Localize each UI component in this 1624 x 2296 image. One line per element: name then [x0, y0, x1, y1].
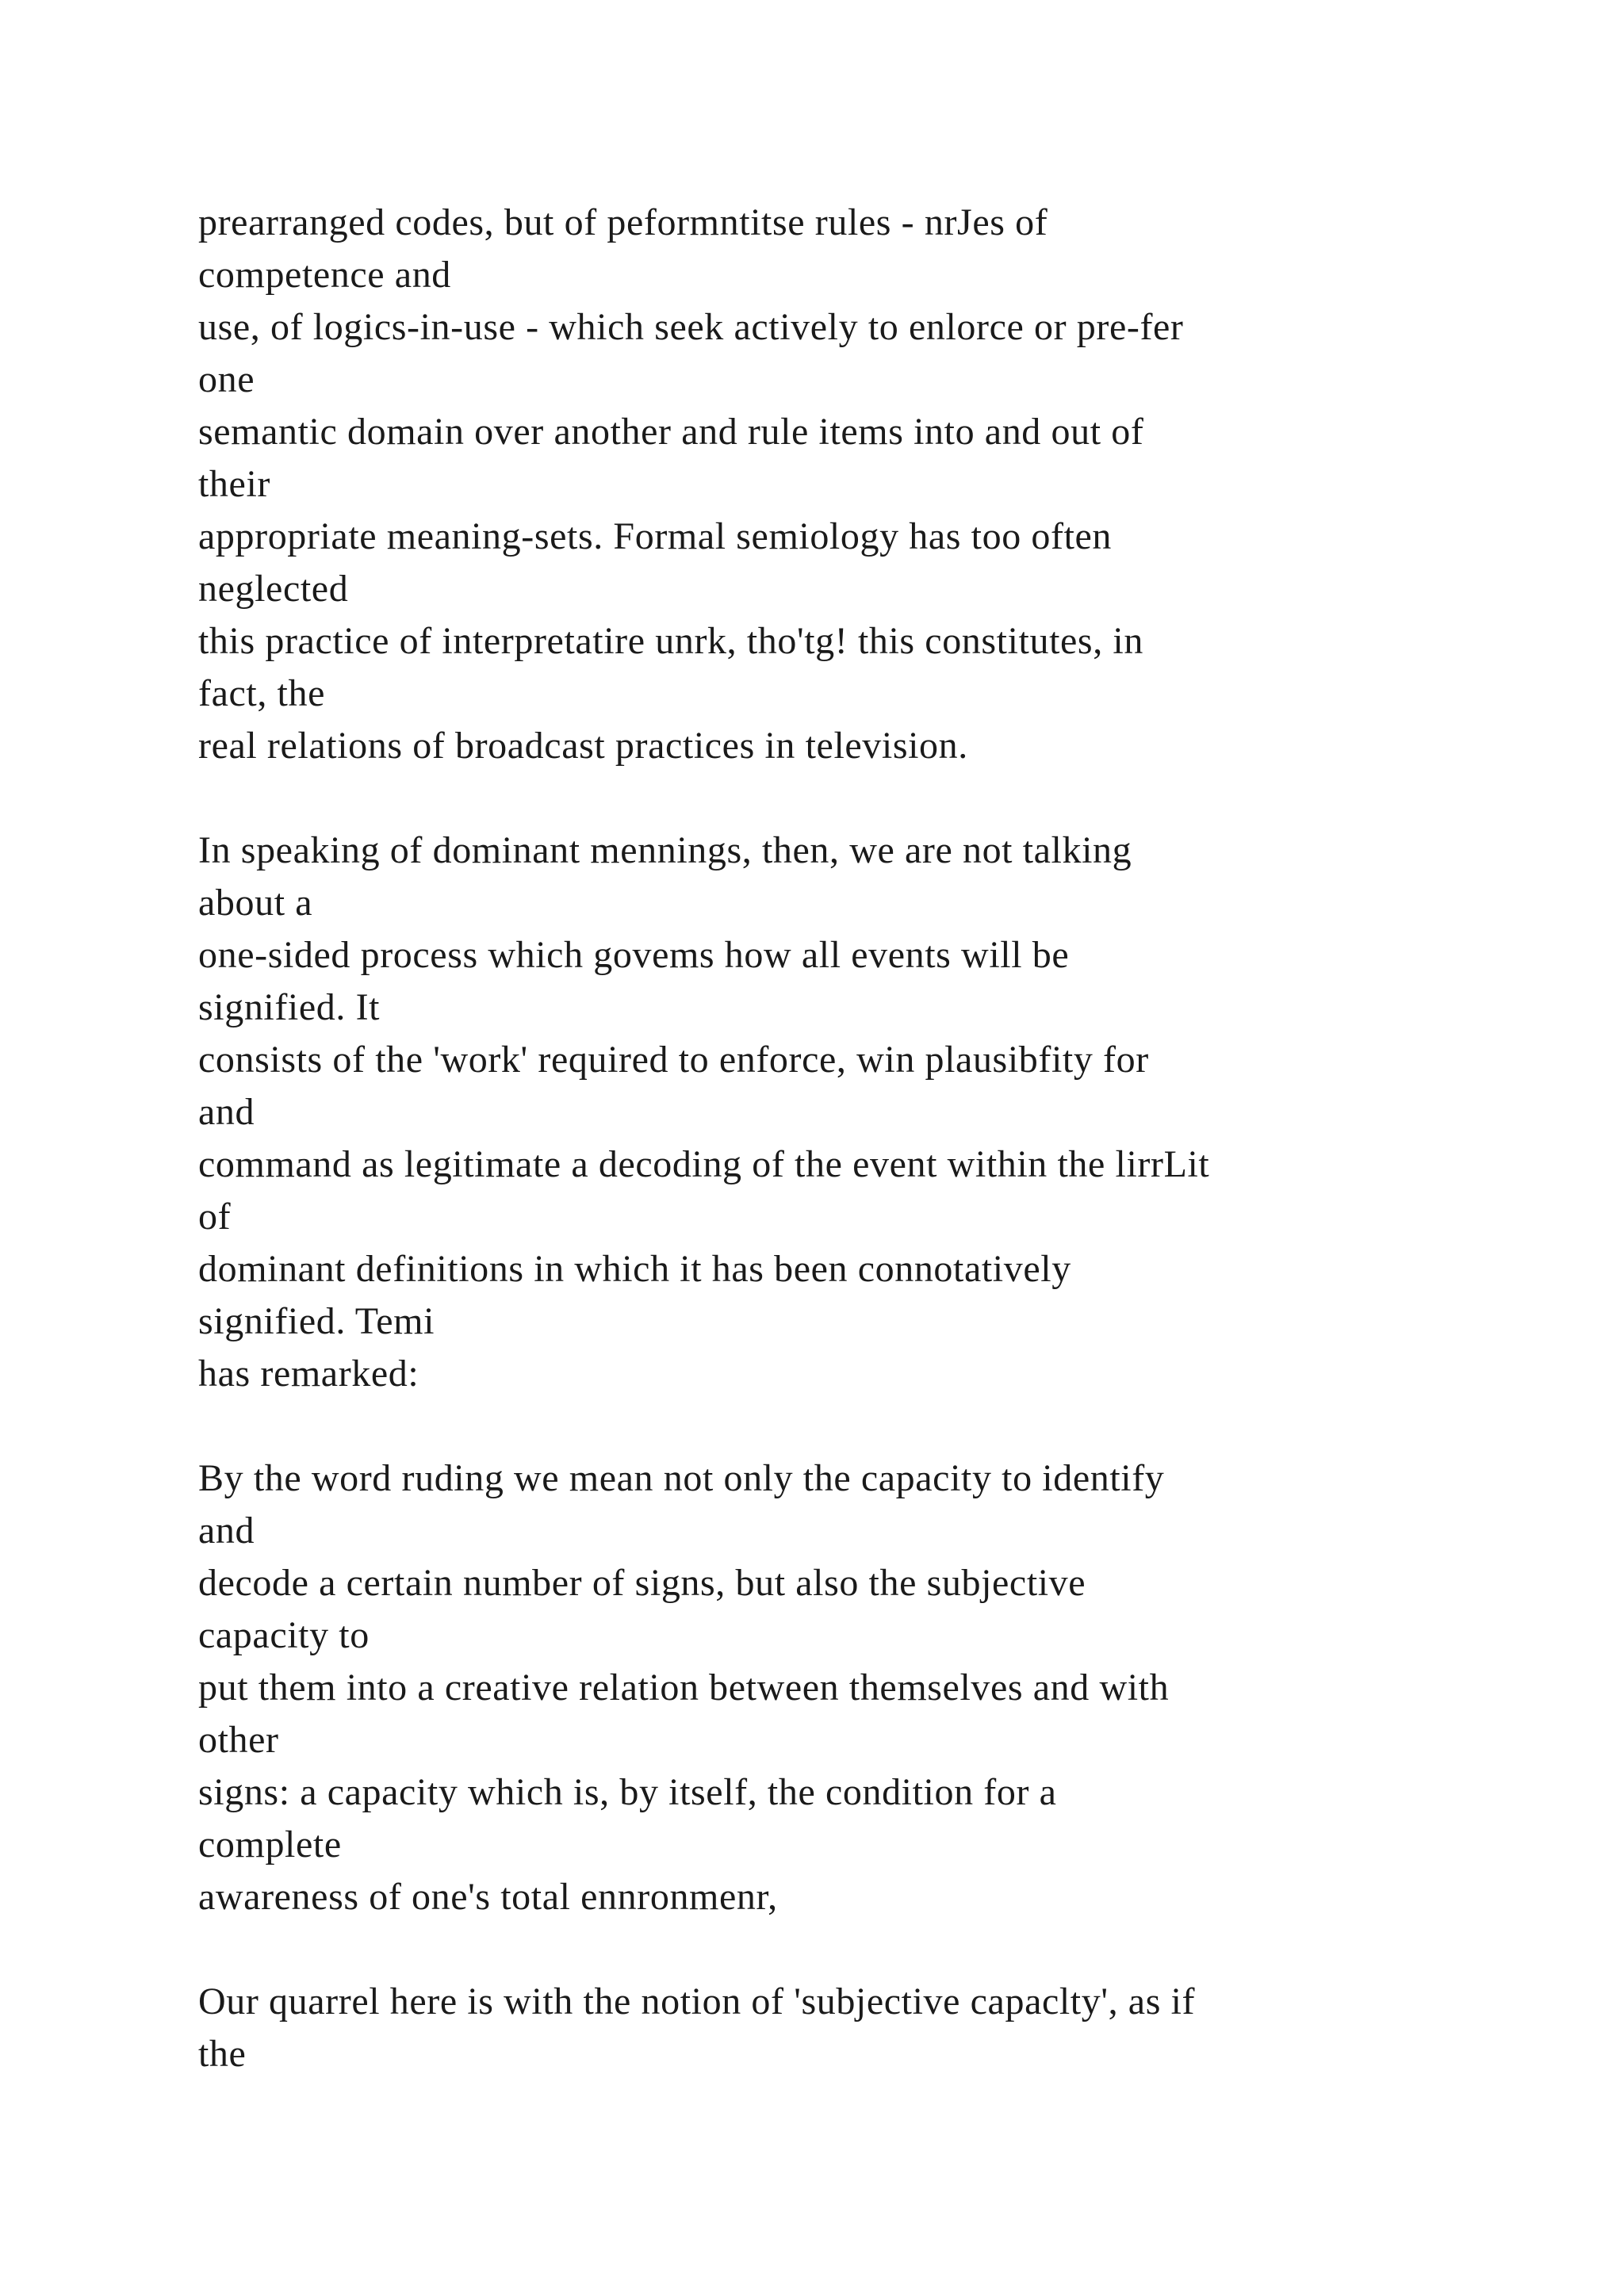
text-line: has remarked:	[198, 1353, 419, 1395]
text-line: complete	[198, 1823, 342, 1866]
text-line: and	[198, 1091, 255, 1133]
text-line: other	[198, 1719, 279, 1761]
text-line: In speaking of dominant mennings, then, we are not talking	[198, 829, 1132, 871]
text-line: competence and	[198, 254, 451, 296]
text-line: signs: a capacity which is, by itself, the condition for a	[198, 1771, 1057, 1813]
paragraph	[198, 197, 1546, 772]
text-line: their	[198, 463, 270, 505]
text-line: command as legitimate a decoding of the event within the lirrLit	[198, 1143, 1210, 1185]
text-line: capacity to	[198, 1614, 370, 1656]
text-line: Our quarrel here is with the notion of 'subjective capaclty', as if	[198, 1980, 1196, 2022]
text-line: use, of logics-in-use - which seek actively to enlorce or pre-fer	[198, 306, 1184, 348]
text-line: neglected	[198, 568, 349, 610]
block-quote	[198, 1452, 1546, 1923]
text-line: semantic domain over another and rule items into and out of	[198, 411, 1144, 453]
text-line: this practice of interpretatire unrk, tho'tg! this constitutes, in	[198, 620, 1143, 662]
text-line: signified. Temi	[198, 1300, 435, 1342]
text-line: By the word ruding we mean not only the capacity to identify	[198, 1457, 1165, 1499]
text-line: of	[198, 1196, 232, 1238]
text-line: prearranged codes, but of peformntitse rules - nrJes of	[198, 201, 1048, 243]
text-line: one-sided process which govems how all events will be	[198, 934, 1070, 976]
text-line: dominant definitions in which it has been connotatively	[198, 1248, 1071, 1290]
text-line: awareness of one's total ennronmenr,	[198, 1876, 778, 1918]
text-line: put them into a creative relation between themselves and with	[198, 1667, 1170, 1709]
text-line: appropriate meaning-sets. Formal semiology has too often	[198, 515, 1113, 557]
text-line: about a	[198, 882, 313, 924]
text-line: and	[198, 1510, 255, 1552]
paragraph	[198, 1976, 1546, 2080]
text-line: fact, the	[198, 672, 325, 714]
paragraph	[198, 825, 1546, 1400]
document-body	[198, 197, 1546, 2080]
text-line: consists of the 'work' required to enforce, win plausibfity for	[198, 1039, 1149, 1081]
text-line: one	[198, 358, 255, 400]
text-line: real relations of broadcast practices in television.	[198, 725, 968, 767]
paragraph-gap	[198, 772, 1546, 825]
paragraph-gap	[198, 1923, 1546, 1976]
text-line: decode a certain number of signs, but also the subjective	[198, 1562, 1086, 1604]
text-line: the	[198, 2033, 247, 2075]
paragraph-gap	[198, 1400, 1546, 1452]
text-line: signified. It	[198, 986, 381, 1028]
